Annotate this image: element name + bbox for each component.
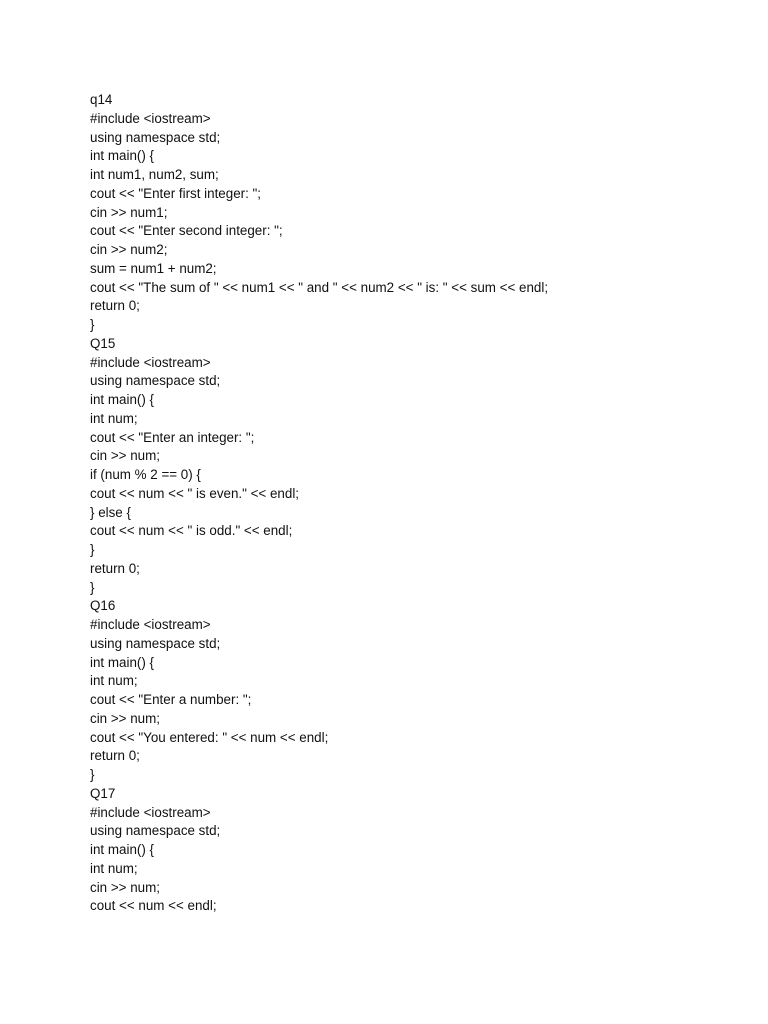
code-line: #include <iostream> <box>90 804 211 820</box>
code-line: int num; <box>90 410 138 426</box>
section-heading: Q17 <box>90 785 116 801</box>
code-line: cin >> num; <box>90 879 160 895</box>
code-line: cout << num << " is even." << endl; <box>90 485 300 501</box>
code-line: } <box>90 579 95 595</box>
code-line: cout << "The sum of " << num1 << " and " << num2 << " is: " << sum << endl; <box>90 279 549 295</box>
section-heading: q14 <box>90 92 113 107</box>
code-line: } <box>90 767 95 782</box>
code-line: cin >> num2; <box>90 242 168 257</box>
code-line: cout << num << " is odd." << endl; <box>90 523 293 539</box>
code-line: int main() { <box>90 148 154 164</box>
code-line: int num; <box>90 673 138 689</box>
code-line: using namespace std; <box>90 823 221 839</box>
code-line: cout << "Enter first integer: "; <box>90 185 262 201</box>
code-line: } else { <box>90 504 131 520</box>
code-line: using namespace std; <box>90 373 221 389</box>
code-line: return 0; <box>90 748 140 764</box>
code-line: return 0; <box>90 560 140 576</box>
code-line: int main() { <box>90 842 154 857</box>
code-line: cin >> num1; <box>90 204 168 220</box>
code-line: cout << num << endl; <box>90 898 217 914</box>
code-line: #include <iostream> <box>90 110 211 126</box>
code-line: int main() { <box>90 654 154 670</box>
section-q16 <box>90 597 730 785</box>
code-line: using namespace std; <box>90 129 221 145</box>
code-line: cin >> num; <box>90 448 160 464</box>
code-line: int num; <box>90 860 138 876</box>
code-line: cin >> num; <box>90 710 160 726</box>
code-line: if (num % 2 == 0) { <box>90 467 201 482</box>
code-line: } <box>90 542 95 557</box>
code-line: cout << "Enter an integer: "; <box>90 429 255 445</box>
section-q17 <box>90 785 730 916</box>
code-line: } <box>90 317 95 332</box>
code-line: using namespace std; <box>90 635 221 651</box>
code-line: int num1, num2, sum; <box>90 167 219 182</box>
code-line: cout << "Enter a number: "; <box>90 692 252 707</box>
code-line: sum = num1 + num2; <box>90 260 217 276</box>
code-line: cout << "Enter second integer: "; <box>90 223 283 239</box>
code-line: return 0; <box>90 298 140 314</box>
code-line: cout << "You entered: " << num << endl; <box>90 729 329 745</box>
document-body <box>90 91 730 916</box>
code-line: int main() { <box>90 392 154 407</box>
section-heading: Q16 <box>90 598 116 614</box>
section-q14 <box>90 91 730 335</box>
section-heading: Q15 <box>90 335 116 351</box>
code-line: #include <iostream> <box>90 617 211 632</box>
code-line: #include <iostream> <box>90 354 211 370</box>
section-q15 <box>90 335 730 598</box>
